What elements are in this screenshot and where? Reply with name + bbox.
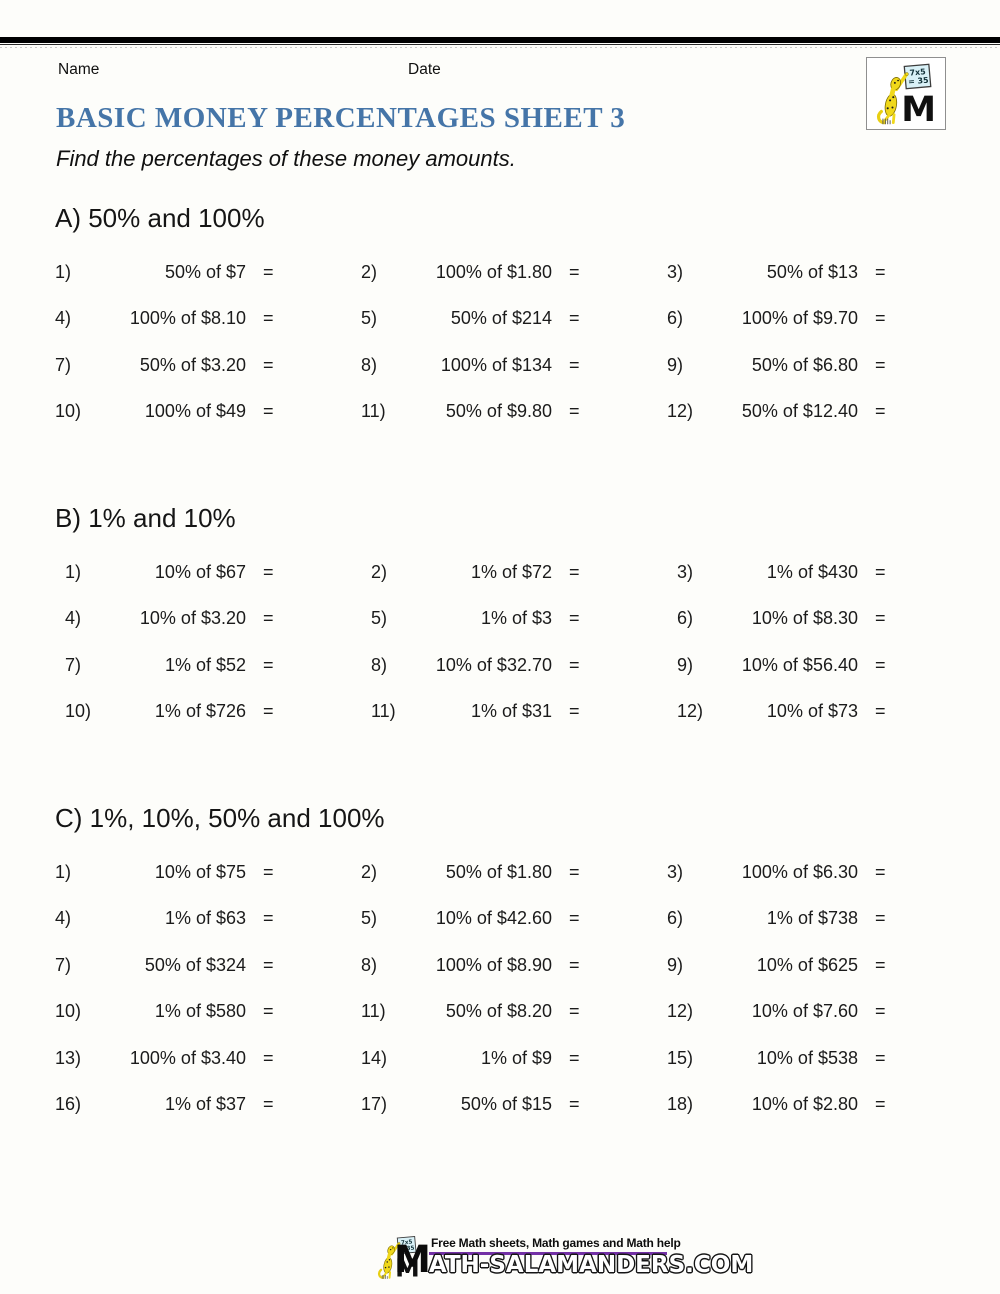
problem-c-12 [667,1001,889,1022]
equals-sign: = [569,401,580,422]
equals-sign: = [875,308,886,329]
footer-brand-wordmark [394,1238,753,1281]
problem-expression: 1% of $31 [470,701,552,722]
equals-sign: = [875,908,886,929]
problem-b-12 [667,701,889,722]
equals-sign: = [569,701,580,722]
problem-number: 10) [65,701,92,722]
problem-expression: 10% of $42.60 [435,908,552,929]
problem-expression: 50% of $12.40 [741,401,858,422]
equals-sign: = [875,1047,886,1068]
problem-a-5 [361,308,583,329]
equals-sign: = [569,1047,580,1068]
problem-expression: 100% of $8.10 [129,308,246,329]
problem-expression: 10% of $56.40 [741,654,858,675]
equals-sign: = [569,1001,580,1022]
equals-sign: = [569,1094,580,1115]
problem-number: 5) [361,308,378,329]
equals-sign: = [569,561,580,582]
equals-sign: = [875,561,886,582]
problem-a-8 [361,355,583,376]
problem-number: 14) [361,1047,388,1068]
equals-sign: = [569,354,580,375]
problem-expression: 100% of $1.80 [435,261,552,282]
equals-sign: = [569,954,580,975]
problem-expression: 50% of $1.80 [445,861,552,882]
problem-c-1 [55,862,277,883]
problem-expression: 50% of $9.80 [445,401,552,422]
problem-expression: 100% of $134 [440,354,552,375]
problem-c-6 [667,908,889,929]
problem-number: 12) [667,401,694,422]
problem-number: 3) [667,861,684,882]
problem-number: 7) [65,654,82,675]
problem-c-5 [361,908,583,929]
equals-sign: = [875,401,886,422]
section-c-heading: C) 1%, 10%, 50% and 100% [55,803,385,833]
problem-c-7 [55,955,277,976]
problem-b-5 [361,608,583,629]
problem-b-2 [361,562,583,583]
problem-b-4 [55,608,277,629]
math-salamanders-logo [866,57,946,130]
problem-number: 6) [667,308,684,329]
problem-expression: 1% of $3 [480,608,552,629]
problem-a-12 [667,401,889,422]
problem-number: 4) [65,608,82,629]
problem-expression: 50% of $214 [450,308,552,329]
problem-number: 2) [371,561,388,582]
problem-number: 9) [667,954,684,975]
problem-number: 16) [55,1094,82,1115]
equals-sign: = [263,701,274,722]
problem-c-2 [361,862,583,883]
problem-c-18 [667,1094,889,1115]
problem-number: 11) [361,401,386,422]
equals-sign: = [569,608,580,629]
problem-number: 12) [677,701,704,722]
problem-a-10 [55,401,277,422]
problem-number: 10) [55,401,82,422]
problem-a-9 [667,355,889,376]
problem-number: 6) [667,908,684,929]
problem-number: 8) [361,954,378,975]
problem-number: 4) [55,308,72,329]
problem-c-9 [667,955,889,976]
salamander-logo-icon [874,63,938,125]
problem-expression: 10% of $7.60 [751,1001,858,1022]
problem-b-6 [667,608,889,629]
problem-expression: 10% of $625 [756,954,858,975]
equals-sign: = [263,954,274,975]
equals-sign: = [263,261,274,282]
equals-sign: = [263,354,274,375]
equals-sign: = [569,908,580,929]
problem-number: 2) [361,261,378,282]
equals-sign: = [263,608,274,629]
problem-expression: 100% of $9.70 [741,308,858,329]
page-instructions: Find the percentages of these money amounts. [56,146,516,171]
problem-a-6 [667,308,889,329]
problem-number: 12) [667,1001,694,1022]
section-c [55,803,895,1128]
equals-sign: = [875,654,886,675]
problem-number: 6) [677,608,694,629]
footer-tagline: Free Math sheets, Math games and Math help [431,1236,681,1250]
problem-expression: 10% of $2.80 [751,1094,858,1115]
problem-a-11 [361,401,583,422]
equals-sign: = [569,308,580,329]
problem-expression: 50% of $3.20 [139,354,246,375]
equals-sign: = [875,261,886,282]
problem-number: 10) [55,1001,82,1022]
problem-expression: 1% of $63 [164,908,246,929]
problem-expression: 10% of $8.30 [751,608,858,629]
equals-sign: = [263,1047,274,1068]
problem-a-2 [361,262,583,283]
problem-c-15 [667,1048,889,1069]
problem-expression: 1% of $9 [480,1047,552,1068]
section-c-problem-grid [55,849,895,1128]
problem-expression: 1% of $580 [154,1001,246,1022]
top-border-rule [0,37,1000,48]
section-a-problem-grid [55,249,895,435]
problem-expression: 1% of $37 [164,1094,246,1115]
problem-expression: 1% of $52 [164,654,246,675]
problem-number: 1) [55,261,72,282]
problem-expression: 100% of $49 [144,401,246,422]
problem-expression: 10% of $75 [154,861,246,882]
problem-expression: 1% of $72 [470,561,552,582]
problem-a-7 [55,355,277,376]
problem-b-3 [667,562,889,583]
equals-sign: = [875,954,886,975]
equals-sign: = [875,354,886,375]
equals-sign: = [263,1094,274,1115]
problem-number: 9) [677,654,694,675]
problem-b-1 [55,562,277,583]
problem-a-3 [667,262,889,283]
equals-sign: = [263,908,274,929]
problem-b-8 [361,655,583,676]
page-title: BASIC MONEY PERCENTAGES SHEET 3 [56,102,626,134]
problem-number: 4) [55,908,72,929]
problem-c-8 [361,955,583,976]
problem-b-7 [55,655,277,676]
equals-sign: = [569,261,580,282]
problem-expression: 10% of $3.20 [139,608,246,629]
problem-c-13 [55,1048,277,1069]
problem-expression: 50% of $7 [164,261,246,282]
problem-number: 11) [371,701,396,722]
section-b [55,503,895,735]
section-a [55,203,895,435]
problem-number: 5) [371,608,388,629]
date-label: Date [408,61,441,78]
problem-number: 9) [667,354,684,375]
problem-number: 17) [361,1094,388,1115]
equals-sign: = [263,1001,274,1022]
problem-number: 18) [667,1094,694,1115]
problem-number: 1) [55,861,72,882]
problem-expression: 100% of $6.30 [741,861,858,882]
problem-expression: 10% of $67 [154,561,246,582]
problem-c-14 [361,1048,583,1069]
equals-sign: = [263,861,274,882]
problem-expression: 100% of $8.90 [435,954,552,975]
problem-c-3 [667,862,889,883]
problem-expression: 10% of $32.70 [435,654,552,675]
problem-expression: 1% of $430 [766,561,858,582]
problem-expression: 50% of $8.20 [445,1001,552,1022]
problem-c-4 [55,908,277,929]
section-b-heading: B) 1% and 10% [55,503,236,533]
problem-expression: 100% of $3.40 [129,1047,246,1068]
problem-c-16 [55,1094,277,1115]
equals-sign: = [875,1094,886,1115]
equals-sign: = [263,654,274,675]
equals-sign: = [569,654,580,675]
problem-a-4 [55,308,277,329]
problem-number: 7) [55,954,72,975]
problem-expression: 1% of $738 [766,908,858,929]
problem-number: 7) [55,354,72,375]
problem-expression: 50% of $6.80 [751,354,858,375]
problem-number: 8) [361,354,378,375]
equals-sign: = [875,1001,886,1022]
problem-b-11 [361,701,583,722]
problem-a-1 [55,262,277,283]
brand-first-letter: M [394,1238,431,1281]
problem-c-17 [361,1094,583,1115]
problem-expression: 50% of $15 [460,1094,552,1115]
equals-sign: = [263,308,274,329]
equals-sign: = [875,861,886,882]
equals-sign: = [569,861,580,882]
problem-c-11 [361,1001,583,1022]
equals-sign: = [263,561,274,582]
equals-sign: = [263,401,274,422]
problem-number: 11) [361,1001,386,1022]
section-b-problem-grid [55,549,895,735]
equals-sign: = [875,608,886,629]
problem-c-10 [55,1001,277,1022]
problem-number: 3) [667,261,684,282]
problem-expression: 50% of $324 [144,954,246,975]
problem-expression: 10% of $538 [756,1047,858,1068]
problem-expression: 50% of $13 [766,261,858,282]
problem-number: 8) [371,654,388,675]
problem-number: 2) [361,861,378,882]
problem-number: 15) [667,1047,694,1068]
problem-number: 13) [55,1047,82,1068]
problem-expression: 10% of $73 [766,701,858,722]
name-label: Name [58,61,100,78]
equals-sign: = [875,701,886,722]
brand-rest-text: ATH-SALAMANDERS.COM [428,1252,754,1278]
problem-expression: 1% of $726 [154,701,246,722]
problem-b-9 [667,655,889,676]
problem-b-10 [55,701,277,722]
section-a-heading: A) 50% and 100% [55,203,265,233]
problem-number: 3) [677,561,694,582]
problem-number: 5) [361,908,378,929]
problem-number: 1) [65,561,82,582]
